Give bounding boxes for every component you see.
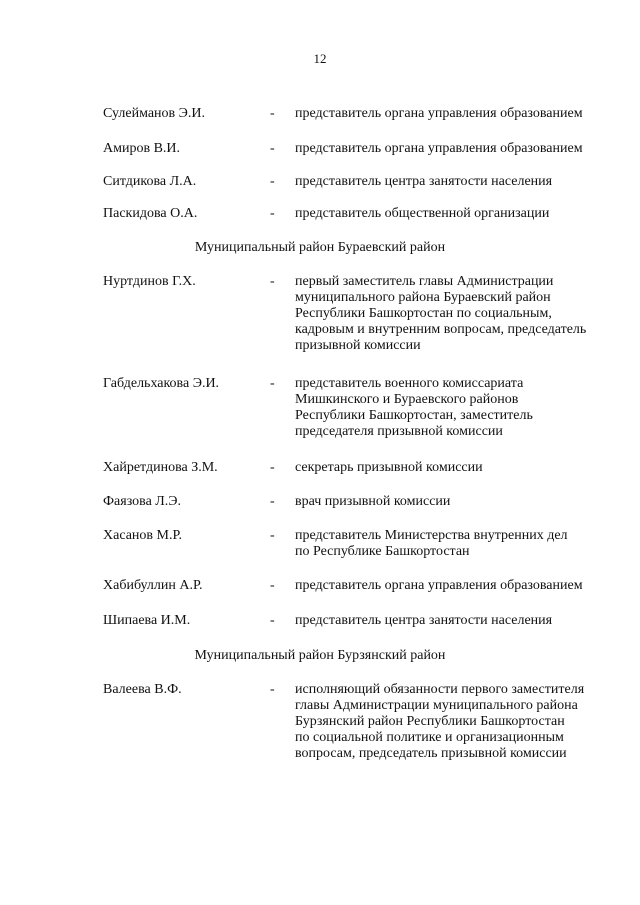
dash: - (270, 528, 275, 543)
dash: - (270, 494, 275, 509)
person-name: Сулейманов Э.И. (103, 106, 205, 121)
role-line: первый заместитель главы Администрации (295, 274, 554, 289)
person-name: Ситдикова Л.А. (103, 174, 197, 189)
role-line: кадровым и внутренним вопросам, председатель (295, 322, 587, 337)
role-line: представитель Министерства внутренних дел (295, 528, 568, 543)
person-role (295, 578, 625, 594)
dash: - (270, 460, 275, 475)
dash: - (270, 274, 275, 289)
section-heading-buraevsky: Муниципальный район Бураевский район (194, 240, 446, 255)
person-role (295, 613, 625, 629)
person-name: Габдельхакова Э.И. (103, 376, 220, 391)
role-line: главы Администрации муниципального района (295, 698, 578, 713)
role-line: врач призывной комиссии (295, 494, 451, 509)
role-line: представитель общественной организации (295, 206, 550, 221)
dash: - (270, 106, 275, 121)
person-role (295, 141, 625, 157)
role-line: призывной комиссии (295, 338, 421, 353)
role-line: представитель военного комиссариата (295, 376, 524, 391)
person-role (295, 494, 625, 510)
role-line: вопросам, председатель призывной комиссии (295, 746, 567, 761)
role-line: Республики Башкортостан, заместитель (295, 408, 533, 423)
role-line: представитель центра занятости населения (295, 174, 553, 189)
role-line: представитель центра занятости населения (295, 613, 553, 628)
dash: - (270, 613, 275, 628)
person-role (295, 206, 625, 222)
dash: - (270, 141, 275, 156)
role-line: представитель органа управления образованием (295, 141, 583, 156)
person-role (295, 174, 625, 190)
dash: - (270, 206, 275, 221)
dash: - (270, 578, 275, 593)
person-role (295, 376, 625, 440)
person-name: Хасанов М.Р. (103, 528, 183, 543)
role-line: по социальной политике и организационным (295, 730, 564, 745)
role-line: секретарь призывной комиссии (295, 460, 483, 475)
role-line: председателя призывной комиссии (295, 424, 503, 439)
page-number: 12 (313, 51, 327, 66)
person-role (295, 460, 625, 476)
role-line: Республики Башкортостан по социальным, (295, 306, 552, 321)
role-line: Бурзянский район Республики Башкортостан (295, 714, 565, 729)
person-name: Фаязова Л.Э. (103, 494, 182, 509)
person-name: Хабибуллин А.Р. (103, 578, 203, 593)
role-line: Мишкинского и Бураевского районов (295, 392, 519, 407)
role-line: муниципального района Бураевский район (295, 290, 551, 305)
dash: - (270, 376, 275, 391)
person-name: Паскидова О.А. (103, 206, 198, 221)
role-line: исполняющий обязанности первого заместителя (295, 682, 585, 697)
role-line: по Республике Башкортостан (295, 544, 470, 559)
person-name: Хайретдинова З.М. (103, 460, 218, 475)
person-role (295, 682, 625, 762)
person-role (295, 528, 625, 560)
dash: - (270, 682, 275, 697)
role-line: представитель органа управления образованием (295, 578, 583, 593)
role-line: представитель органа управления образованием (295, 106, 583, 121)
person-name: Нуртдинов Г.Х. (103, 274, 196, 289)
dash: - (270, 174, 275, 189)
person-name: Шипаева И.М. (103, 613, 191, 628)
section-heading-burzyansky: Муниципальный район Бурзянский район (194, 648, 446, 663)
person-name: Валеева В.Ф. (103, 682, 182, 697)
person-role (295, 106, 625, 122)
person-role (295, 274, 625, 354)
person-name: Амиров В.И. (103, 141, 181, 156)
